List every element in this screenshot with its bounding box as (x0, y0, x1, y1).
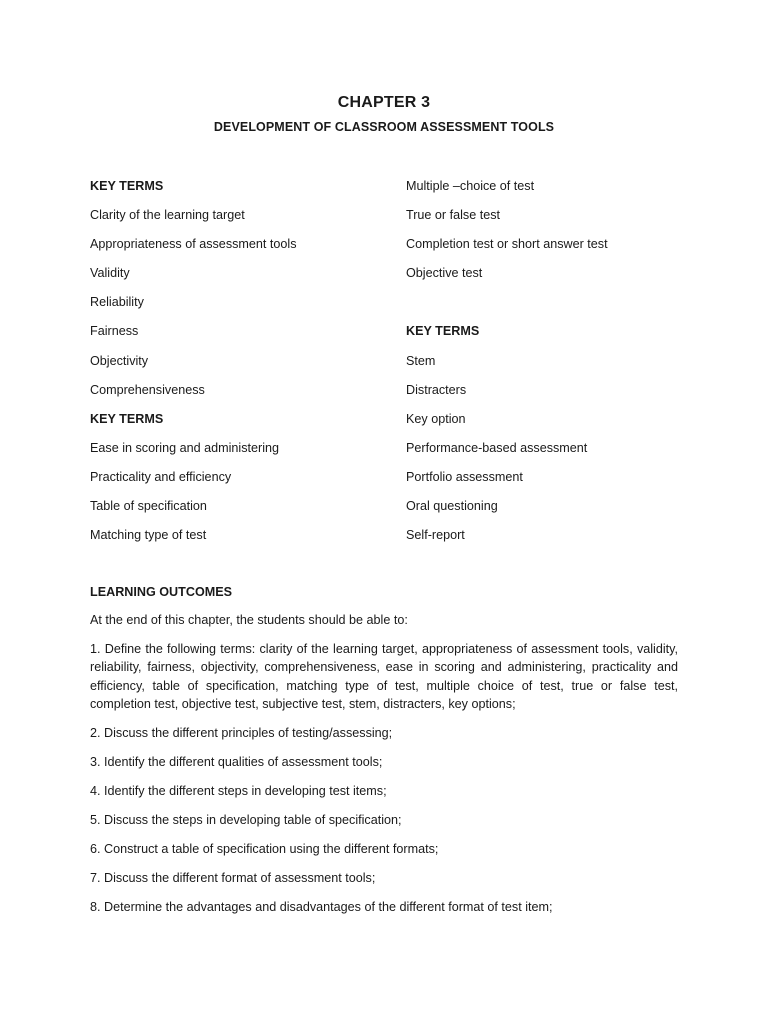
learning-outcome-item: 2. Discuss the different principles of testing/assessing; (90, 726, 393, 740)
key-term-item: Objective test (406, 266, 483, 281)
key-term-item: Key option (406, 411, 466, 426)
key-term-item: Stem (406, 353, 436, 368)
key-term-item: Multiple –choice of test (406, 179, 535, 193)
learning-outcome-item: 3. Identify the different qualities of assessment tools; (90, 755, 383, 769)
key-term-item: Performance-based assessment (406, 440, 588, 455)
key-term-item: Completion test or short answer test (406, 237, 608, 252)
learning-outcome-item: 8. Determine the advantages and disadvantages of the different format of test item; (90, 900, 553, 914)
key-terms-left-column (90, 178, 297, 556)
key-terms-heading: KEY TERMS (90, 411, 164, 426)
learning-outcome-item: 1. Define the following terms: clarity of the learning target, appropriateness of assessment tools, validity, reliability, fairness, objectivity, comprehensiveness, ease in scoring and administering, practicality and efficiency, table of specification, matching type of test, multiple choice of test, true or false test, completion test, objective test, subjective test, stem, distracters, key options; (90, 641, 678, 711)
learning-outcomes-section (90, 584, 678, 927)
learning-outcomes-heading: LEARNING OUTCOMES (90, 585, 233, 599)
learning-outcome-item: 7. Discuss the different format of assessment tools; (90, 871, 376, 885)
key-term-item: Objectivity (90, 353, 149, 368)
key-term-item: Table of specification (90, 499, 207, 514)
key-term-item: Self-report (406, 528, 465, 543)
key-term-item: Reliability (90, 295, 144, 310)
learning-outcomes-list (90, 640, 678, 917)
learning-outcome-item: 4. Identify the different steps in developing test items; (90, 784, 387, 798)
key-terms-heading: KEY TERMS (406, 324, 480, 339)
key-term-item: Comprehensiveness (90, 382, 205, 397)
key-term-item: True or false test (406, 208, 501, 223)
key-term-item (406, 294, 608, 323)
key-term-item: Practicality and efficiency (90, 469, 232, 484)
key-term-item: Appropriateness of assessment tools (90, 237, 297, 252)
learning-outcome-item: 5. Discuss the steps in developing table of specification; (90, 813, 402, 827)
key-term-item: Matching type of test (90, 528, 207, 543)
key-term-item: Portfolio assessment (406, 469, 523, 484)
chapter-subtitle: DEVELOPMENT OF CLASSROOM ASSESSMENT TOOLS (213, 120, 555, 134)
key-term-item: Ease in scoring and administering (90, 440, 280, 455)
key-term-item: Validity (90, 266, 130, 281)
key-terms-heading: KEY TERMS (90, 179, 164, 193)
key-terms-right-column (406, 178, 608, 556)
key-term-item: Oral questioning (406, 499, 498, 514)
key-term-item: Clarity of the learning target (90, 208, 245, 223)
learning-outcome-item: 6. Construct a table of specification using the different formats; (90, 842, 439, 856)
key-term-item: Fairness (90, 324, 139, 339)
key-term-item: Distracters (406, 382, 467, 397)
learning-outcomes-intro: At the end of this chapter, the students should be able to: (90, 613, 408, 627)
chapter-title: CHAPTER 3 (337, 94, 431, 111)
